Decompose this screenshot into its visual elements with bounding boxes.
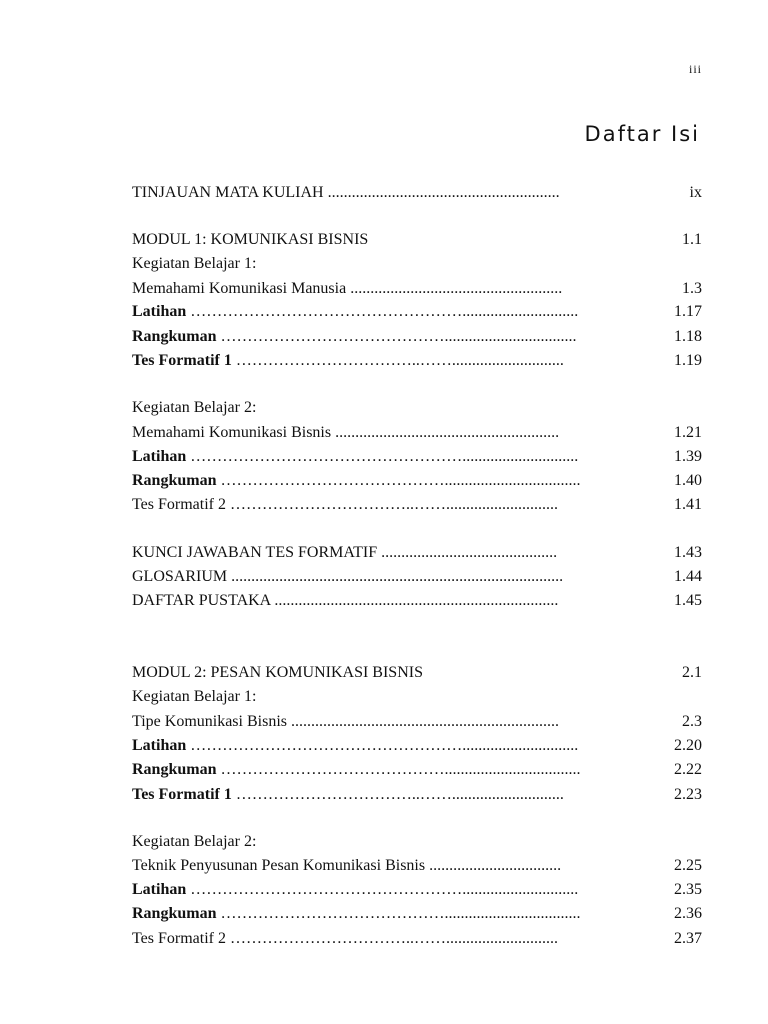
toc-entry-label: Kegiatan Belajar 1: <box>132 688 257 705</box>
toc-entry-text <box>132 253 629 275</box>
toc-entry <box>132 686 702 708</box>
toc-entry <box>132 784 702 806</box>
toc-entry-text <box>132 278 629 300</box>
toc-entry-text <box>132 784 629 806</box>
toc-entry <box>132 711 702 733</box>
toc-entry-page: 1.17 <box>674 303 702 320</box>
toc-entry-leader: ……………………………..……............................ <box>231 786 564 803</box>
toc-entry <box>132 397 702 419</box>
toc-entry-page: 1.18 <box>674 328 702 345</box>
toc-entry-leader: ……………………………..……............................ <box>225 930 558 947</box>
toc-entry-text <box>132 494 629 516</box>
toc-entry <box>132 590 702 612</box>
toc-entry-label: DAFTAR PUSTAKA <box>132 592 271 609</box>
toc-entry-leader: ................................. <box>425 857 562 874</box>
toc-entry <box>132 326 702 348</box>
toc-entry-text <box>132 446 629 468</box>
toc-entry <box>132 879 702 901</box>
toc-entry-page: 1.39 <box>674 448 702 465</box>
toc-entry-page: 2.22 <box>674 761 702 778</box>
toc-entry-text <box>132 686 629 708</box>
toc-entry-text <box>132 759 629 781</box>
toc-entry-label: Tes Formatif 2 <box>132 930 226 947</box>
toc-entry-leader: ……………………………………………............................. <box>186 303 579 320</box>
toc-entry-page: 1.1 <box>682 231 702 248</box>
toc-entry-label: Latihan <box>132 881 187 898</box>
toc-entry-label: Memahami Komunikasi Manusia <box>132 280 347 297</box>
toc-entry-leader: ....................................................................... <box>270 592 559 609</box>
toc-entry-label: Kegiatan Belajar 2: <box>132 833 257 850</box>
toc-entry-page: 1.41 <box>674 496 702 513</box>
toc-entry-label: Kegiatan Belajar 1: <box>132 255 257 272</box>
toc-entry-label: Tipe Komunikasi Bisnis <box>132 713 287 730</box>
toc-entry-text <box>132 229 629 251</box>
toc-entry-text <box>132 566 629 588</box>
toc-entry <box>132 735 702 757</box>
toc-entry-page: 2.23 <box>674 786 702 803</box>
toc-entry-page: 2.25 <box>674 857 702 874</box>
toc-entry-page: 2.36 <box>674 905 702 922</box>
toc-entry-page: 2.3 <box>682 713 702 730</box>
toc-entry-label: GLOSARIUM <box>132 568 228 585</box>
toc-entry <box>132 182 702 204</box>
toc-entry <box>132 855 702 877</box>
toc-entry-label: Tes Formatif 1 <box>132 352 232 369</box>
toc-entry-text <box>132 397 629 419</box>
toc-entry-text <box>132 831 629 853</box>
toc-entry <box>132 422 702 444</box>
toc-entry <box>132 470 702 492</box>
toc-entry-label: Kegiatan Belajar 2: <box>132 399 257 416</box>
toc-entry-text <box>132 903 629 925</box>
toc-entry-page: 2.35 <box>674 881 702 898</box>
page-number: iii <box>688 62 702 76</box>
toc-entry-label: Tes Formatif 1 <box>132 786 232 803</box>
toc-entry-leader: ……………………………..……............................ <box>225 496 558 513</box>
toc-entry <box>132 831 702 853</box>
toc-entry-text <box>132 590 629 612</box>
toc-entry-text <box>132 879 629 901</box>
toc-entry-label: MODUL 2: PESAN KOMUNIKASI BISNIS <box>132 664 423 681</box>
toc-entry-leader: …………………………………….................................. <box>216 761 581 778</box>
toc-entry-leader: …………………………………….................................. <box>216 905 581 922</box>
toc-entry-page: 2.37 <box>674 930 702 947</box>
toc-entry-label: Rangkuman <box>132 761 217 778</box>
toc-entry <box>132 301 702 323</box>
toc-entry-label: Rangkuman <box>132 328 217 345</box>
toc-entry-leader: ……………………………………………............................. <box>186 737 579 754</box>
toc-entry-label: Rangkuman <box>132 905 217 922</box>
toc-entry-leader: ……………………………..……............................ <box>231 352 564 369</box>
toc-entry-label: MODUL 1: KOMUNIKASI BISNIS <box>132 231 369 248</box>
toc-entry-leader: ................................................................................... <box>227 568 564 585</box>
toc-entry <box>132 494 702 516</box>
toc-entry-leader: ............................................ <box>377 544 558 561</box>
toc-entry-text <box>132 350 629 372</box>
toc-entry-page: 2.1 <box>682 664 702 681</box>
toc-entry-page: 1.45 <box>674 592 702 609</box>
toc-entry-text <box>132 182 629 204</box>
toc-entry <box>132 253 702 275</box>
toc-entry <box>132 229 702 251</box>
toc-entry <box>132 350 702 372</box>
toc-entry-text <box>132 301 629 323</box>
toc-entry-leader: ……………………………………................................. <box>216 328 577 345</box>
toc-entry-text <box>132 422 629 444</box>
toc-entry-text <box>132 470 629 492</box>
toc-entry-leader: ........................................................ <box>331 424 560 441</box>
toc-entry-page: 1.40 <box>674 472 702 489</box>
page-title: Daftar Isi <box>584 122 700 146</box>
toc-entry-text <box>132 855 629 877</box>
toc-entry-label: Tes Formatif 2 <box>132 496 226 513</box>
toc-entry-page: 2.20 <box>674 737 702 754</box>
toc-entry-leader: ..................................................... <box>346 280 563 297</box>
toc-entry-text <box>132 542 629 564</box>
toc-entry-label: Memahami Komunikasi Bisnis <box>132 424 332 441</box>
toc-entry-text <box>132 326 629 348</box>
toc-entry-page: 1.21 <box>674 424 702 441</box>
toc-entry <box>132 759 702 781</box>
toc-entry-label: Latihan <box>132 303 187 320</box>
toc-entry-page: 1.3 <box>682 280 702 297</box>
toc-entry-text <box>132 662 629 684</box>
toc-entry-leader: ……………………………………………............................. <box>186 881 579 898</box>
toc-entry-page: ix <box>689 184 702 201</box>
toc-entry-text <box>132 735 629 757</box>
toc-entry-label: TINJAUAN MATA KULIAH <box>132 184 324 201</box>
toc-entry-label: Rangkuman <box>132 472 217 489</box>
toc-entry-leader: ................................................................... <box>287 713 559 730</box>
toc-entry <box>132 566 702 588</box>
toc-entry-page: 1.44 <box>674 568 702 585</box>
toc-entry <box>132 662 702 684</box>
toc-entry <box>132 278 702 300</box>
toc-entry-leader: ……………………………………………............................. <box>186 448 579 465</box>
toc-entry-text <box>132 928 629 950</box>
toc-entry-label: KUNCI JAWABAN TES FORMATIF <box>132 544 378 561</box>
toc-entry-page: 1.43 <box>674 544 702 561</box>
toc-entry-text <box>132 711 629 733</box>
toc-entry-leader: .......................................................... <box>323 184 560 201</box>
toc-entry <box>132 542 702 564</box>
toc-entry-label: Teknik Penyusunan Pesan Komunikasi Bisnis <box>132 857 426 874</box>
toc-entry <box>132 928 702 950</box>
toc-entry-label: Latihan <box>132 448 187 465</box>
toc-entry-page: 1.19 <box>674 352 702 369</box>
toc-entry-leader: …………………………………….................................. <box>216 472 581 489</box>
toc-entry <box>132 903 702 925</box>
toc-entry <box>132 446 702 468</box>
toc-entry-label: Latihan <box>132 737 187 754</box>
